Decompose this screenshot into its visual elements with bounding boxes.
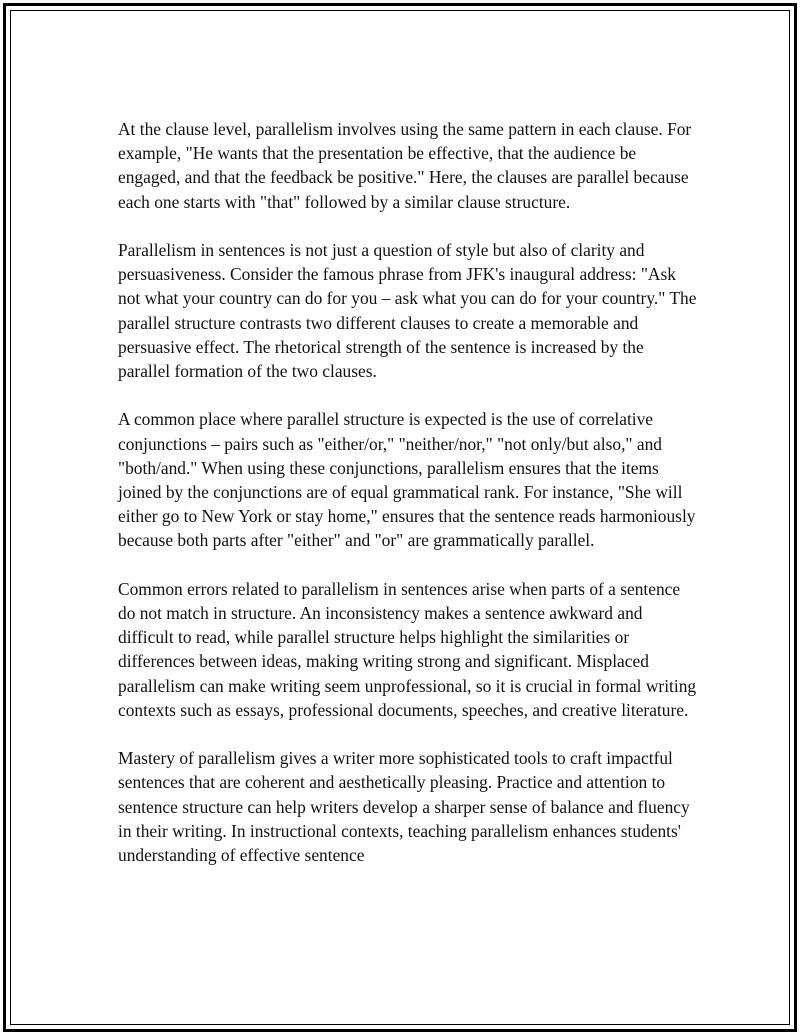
paragraph-jfk-example: Parallelism in sentences is not just a question of style but also of clarity and persuasiveness. Consider the famous phrase from JFK's inaugural address: "Ask not what your country can do for you – ask what you can do for your country." The parallel structure contrasts two different clauses to create a memorable and persuasive effect. The rhetorical strength of the sentence is increased by the parallel formation of the two clauses. xyxy=(118,240,697,382)
document-body xyxy=(118,117,698,867)
paragraph-correlative-conjunctions: A common place where parallel structure is expected is the use of correlative conjunctions – pairs such as "either/or," "neither/nor," "not only/but also," and "both/and." When using these conjunctions, parallelism ensures that the items joined by the conjunctions are of equal grammatical rank. For instance, "She will either go to New York or stay home," ensures that the sentence reads harmoniously because both parts after "either" and "or" are grammatically parallel. xyxy=(118,409,696,551)
paragraph-clause-level: At the clause level, parallelism involves using the same pattern in each clause. For example, "He wants that the presentation be effective, that the audience be engaged, and that the feedback be positive." Here, the clauses are parallel because each one starts with "that" followed by a similar clause structure. xyxy=(118,119,692,212)
paragraph-common-errors: Common errors related to parallelism in sentences arise when parts of a sentence do not match in structure. An inconsistency makes a sentence awkward and difficult to read, while parallel structure helps highlight the similarities or differences between ideas, making writing strong and significant. Misplaced parallelism can make writing seem unprofessional, so it is crucial in formal writing contexts such as essays, professional documents, speeches, and creative literature. xyxy=(118,578,697,720)
paragraph-mastery: Mastery of parallelism gives a writer more sophisticated tools to craft impactful sentences that are coherent and aesthetically pleasing. Practice and attention to sentence structure can help writers develop a sharper sense of balance and fluency in their writing. In instructional contexts, teaching parallelism enhances students' understanding of effective sentence xyxy=(118,748,690,866)
